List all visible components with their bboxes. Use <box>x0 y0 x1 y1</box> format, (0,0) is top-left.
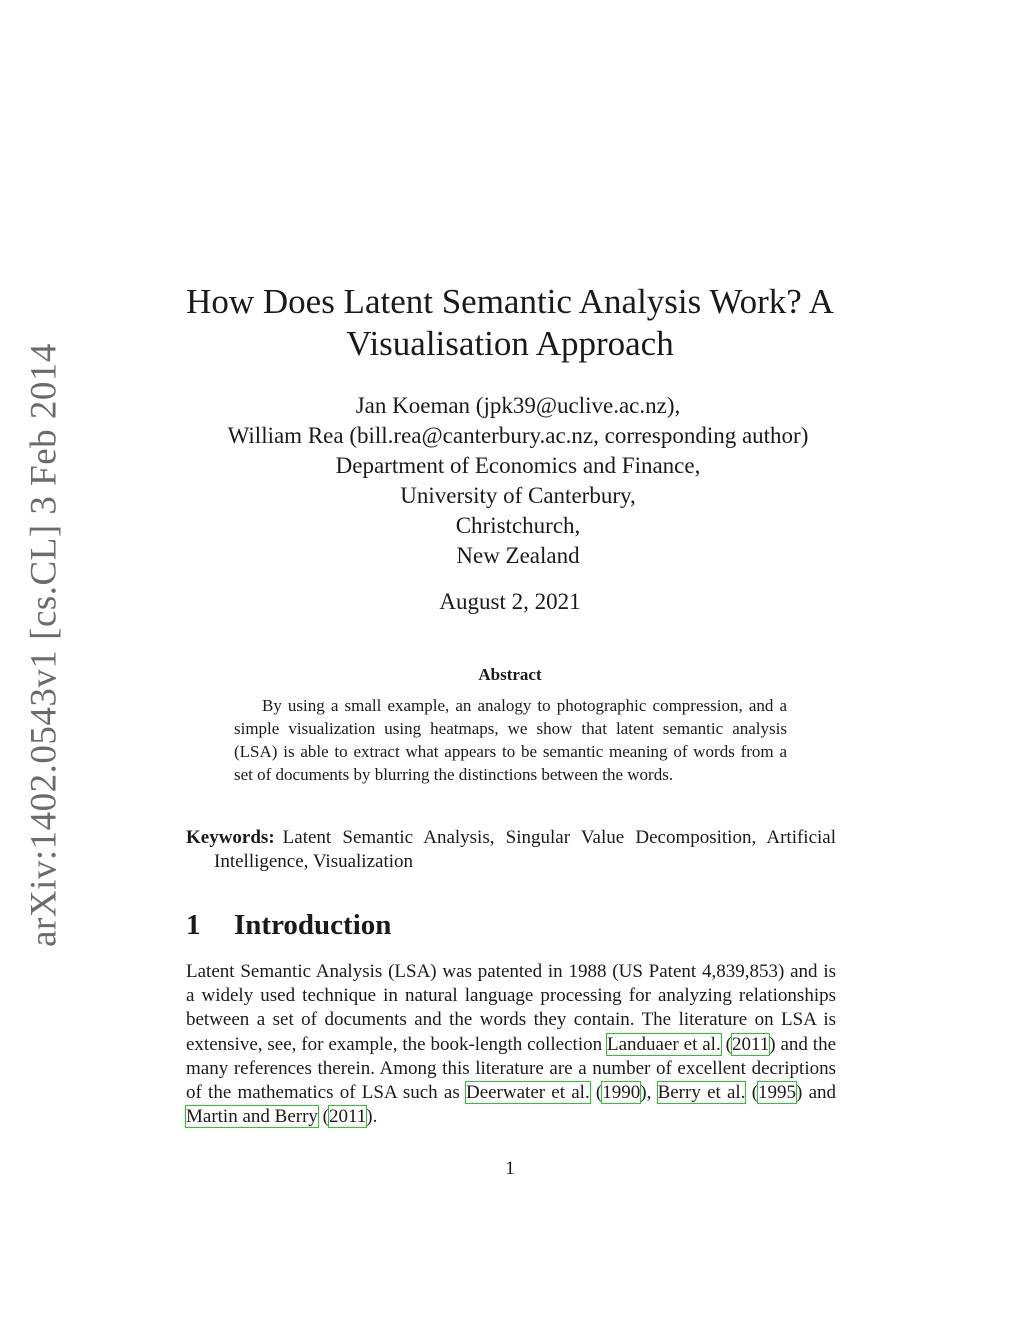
arxiv-stamp: arXiv:1402.0543v1 [cs.CL] 3 Feb 2014 <box>23 343 65 947</box>
abstract-heading: Abstract <box>478 665 542 684</box>
citation-landuaer-name[interactable]: Landuaer et al. <box>607 1033 721 1055</box>
section-heading <box>186 905 391 945</box>
author-line: Christchurch, <box>455 513 581 538</box>
keywords-label: Keywords: <box>186 827 275 848</box>
intro-and-word: and <box>802 1082 837 1104</box>
citation-berry-name[interactable]: Berry et al. <box>657 1082 746 1104</box>
author-block <box>150 391 886 571</box>
page-number: 1 <box>505 1158 515 1179</box>
intro-text-part-1: Latent Semantic Analysis (LSA) was patented in 1988 (US Patent 4,839,853) and is a widely used technique in natural language processing for analyzing relationships between a set of documents and the words they contain. The literature on LSA is extensive, see, for example, the book-length collection <box>186 961 836 1055</box>
paper-title <box>150 281 870 365</box>
intro-paragraph: Latent Semantic Analysis (LSA) was patented in 1988 (US Patent 4,839,853) and is a widely used technique in natural language processing for analyzing relationships between a set of documents and the words they contain. The literature on LSA is extensive, see, for example, the book-length collection Landuaer et al. (2011) and the many references therein. Among this literature are a number of excellent decriptions of the mathematics of LSA such as Deerwater et al. (1990), Berry et al. (1995) and Martin and Berry (2011). <box>186 961 837 1128</box>
section-number: 1 <box>186 909 201 941</box>
author-line: New Zealand <box>456 543 580 568</box>
paper-title-line-1: How Does Latent Semantic Analysis Work? A <box>186 282 834 321</box>
keywords <box>186 826 836 874</box>
author-line: University of Canterbury, <box>400 483 636 508</box>
paper-date: August 2, 2021 <box>439 589 581 614</box>
citation-deerwater-name[interactable]: Deerwater et al. <box>465 1082 590 1104</box>
section-title: Introduction <box>234 909 392 941</box>
abstract-text: By using a small example, an analogy to photographic compression, and a simple visualization using heatmaps, we show that latent semantic analysis (LSA) is able to extract what appears to be semantic meaning of words from a set of documents by blurring the distinctions between the words. <box>234 696 787 784</box>
citation-martin-berry-name[interactable]: Martin and Berry <box>186 1106 318 1128</box>
citation-martin-berry-year[interactable]: 2011 <box>328 1106 367 1128</box>
author-line: Jan Koeman (jpk39@uclive.ac.nz), <box>355 393 681 418</box>
citation-deerwater-year[interactable]: 1990 <box>602 1082 641 1104</box>
intro-text-part-2: and the many references therein. Among this literature are a number of excellent decriptions of the mathematics of LSA such as <box>186 1033 837 1104</box>
citation-landuaer-year[interactable]: 2011 <box>731 1033 770 1055</box>
author-line: William Rea (bill.rea@canterbury.ac.nz, corresponding author) <box>227 423 809 448</box>
author-line: Department of Economics and Finance, <box>335 453 701 478</box>
keywords-text: Latent Semantic Analysis, Singular Value Decomposition, Artificial Intelligence, Visualization <box>214 827 836 872</box>
paper-title-line-2: Visualisation Approach <box>346 324 674 363</box>
citation-berry-year[interactable]: 1995 <box>758 1082 797 1104</box>
